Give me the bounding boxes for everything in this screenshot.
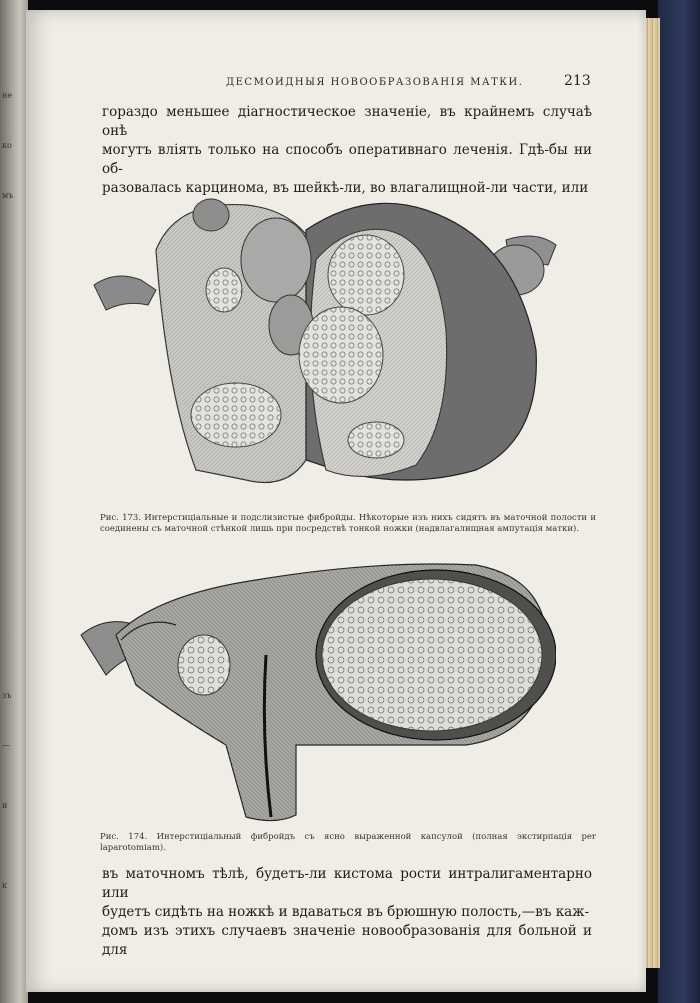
facing-page-fragment: —	[2, 741, 10, 750]
facing-page-fragment: мъ	[2, 191, 14, 200]
facing-page-fragment: не	[2, 91, 13, 100]
text-line: разовалась карцинома, въ шейкѣ-ли, во влагалищной-ли части, или	[102, 180, 589, 196]
text-line: могутъ вліять только на способъ оперативнаго леченія. Гдѣ-бы ни об-	[102, 142, 592, 177]
text-line: будетъ сидѣть на ножкѣ и вдаваться въ брюшную полость,—въ каж-	[102, 904, 590, 920]
text-line: въ маточномъ тѣлѣ, будетъ-ли кистома рости интралигаментарно или	[102, 866, 592, 901]
text-line: домъ изъ этихъ случаевъ значеніе новообразованія для больной и для	[102, 923, 592, 958]
figure-173-caption: Рис. 173. Интерстиціальные и подслизистые фибройды. Нѣкоторые изъ нихъ сидятъ въ маточной полости и соединены съ маточной стѣнкой лишь при посредствѣ тонкой ножки (надвлагалищная ампутація матки).	[100, 513, 596, 534]
facing-page-fragment: зъ	[2, 691, 12, 700]
figure-174-caption: Рис. 174. Интерстиціальный фибройдъ съ ясно выраженной капсулой (полная экстирпація per laparotomiam).	[100, 832, 596, 853]
text-line: гораздо меньшее діагностическое значеніе, въ крайнемъ случаѣ онѣ	[102, 104, 592, 139]
body-text-bottom	[102, 865, 592, 960]
figure-174-illustration	[76, 555, 556, 825]
page-number: 213	[564, 73, 591, 89]
facing-page-edge	[0, 0, 28, 1003]
running-title: ДЕСМОИДНЫЯ НОВООБРАЗОВАНІЯ МАТКИ.	[226, 77, 524, 88]
book-page	[26, 10, 646, 992]
facing-page-fragment: и	[2, 801, 8, 810]
book-spine	[658, 0, 700, 1003]
facing-page-fragment: ко	[2, 141, 12, 150]
figure-173-illustration	[86, 170, 566, 500]
facing-page-fragment: к	[2, 881, 7, 890]
